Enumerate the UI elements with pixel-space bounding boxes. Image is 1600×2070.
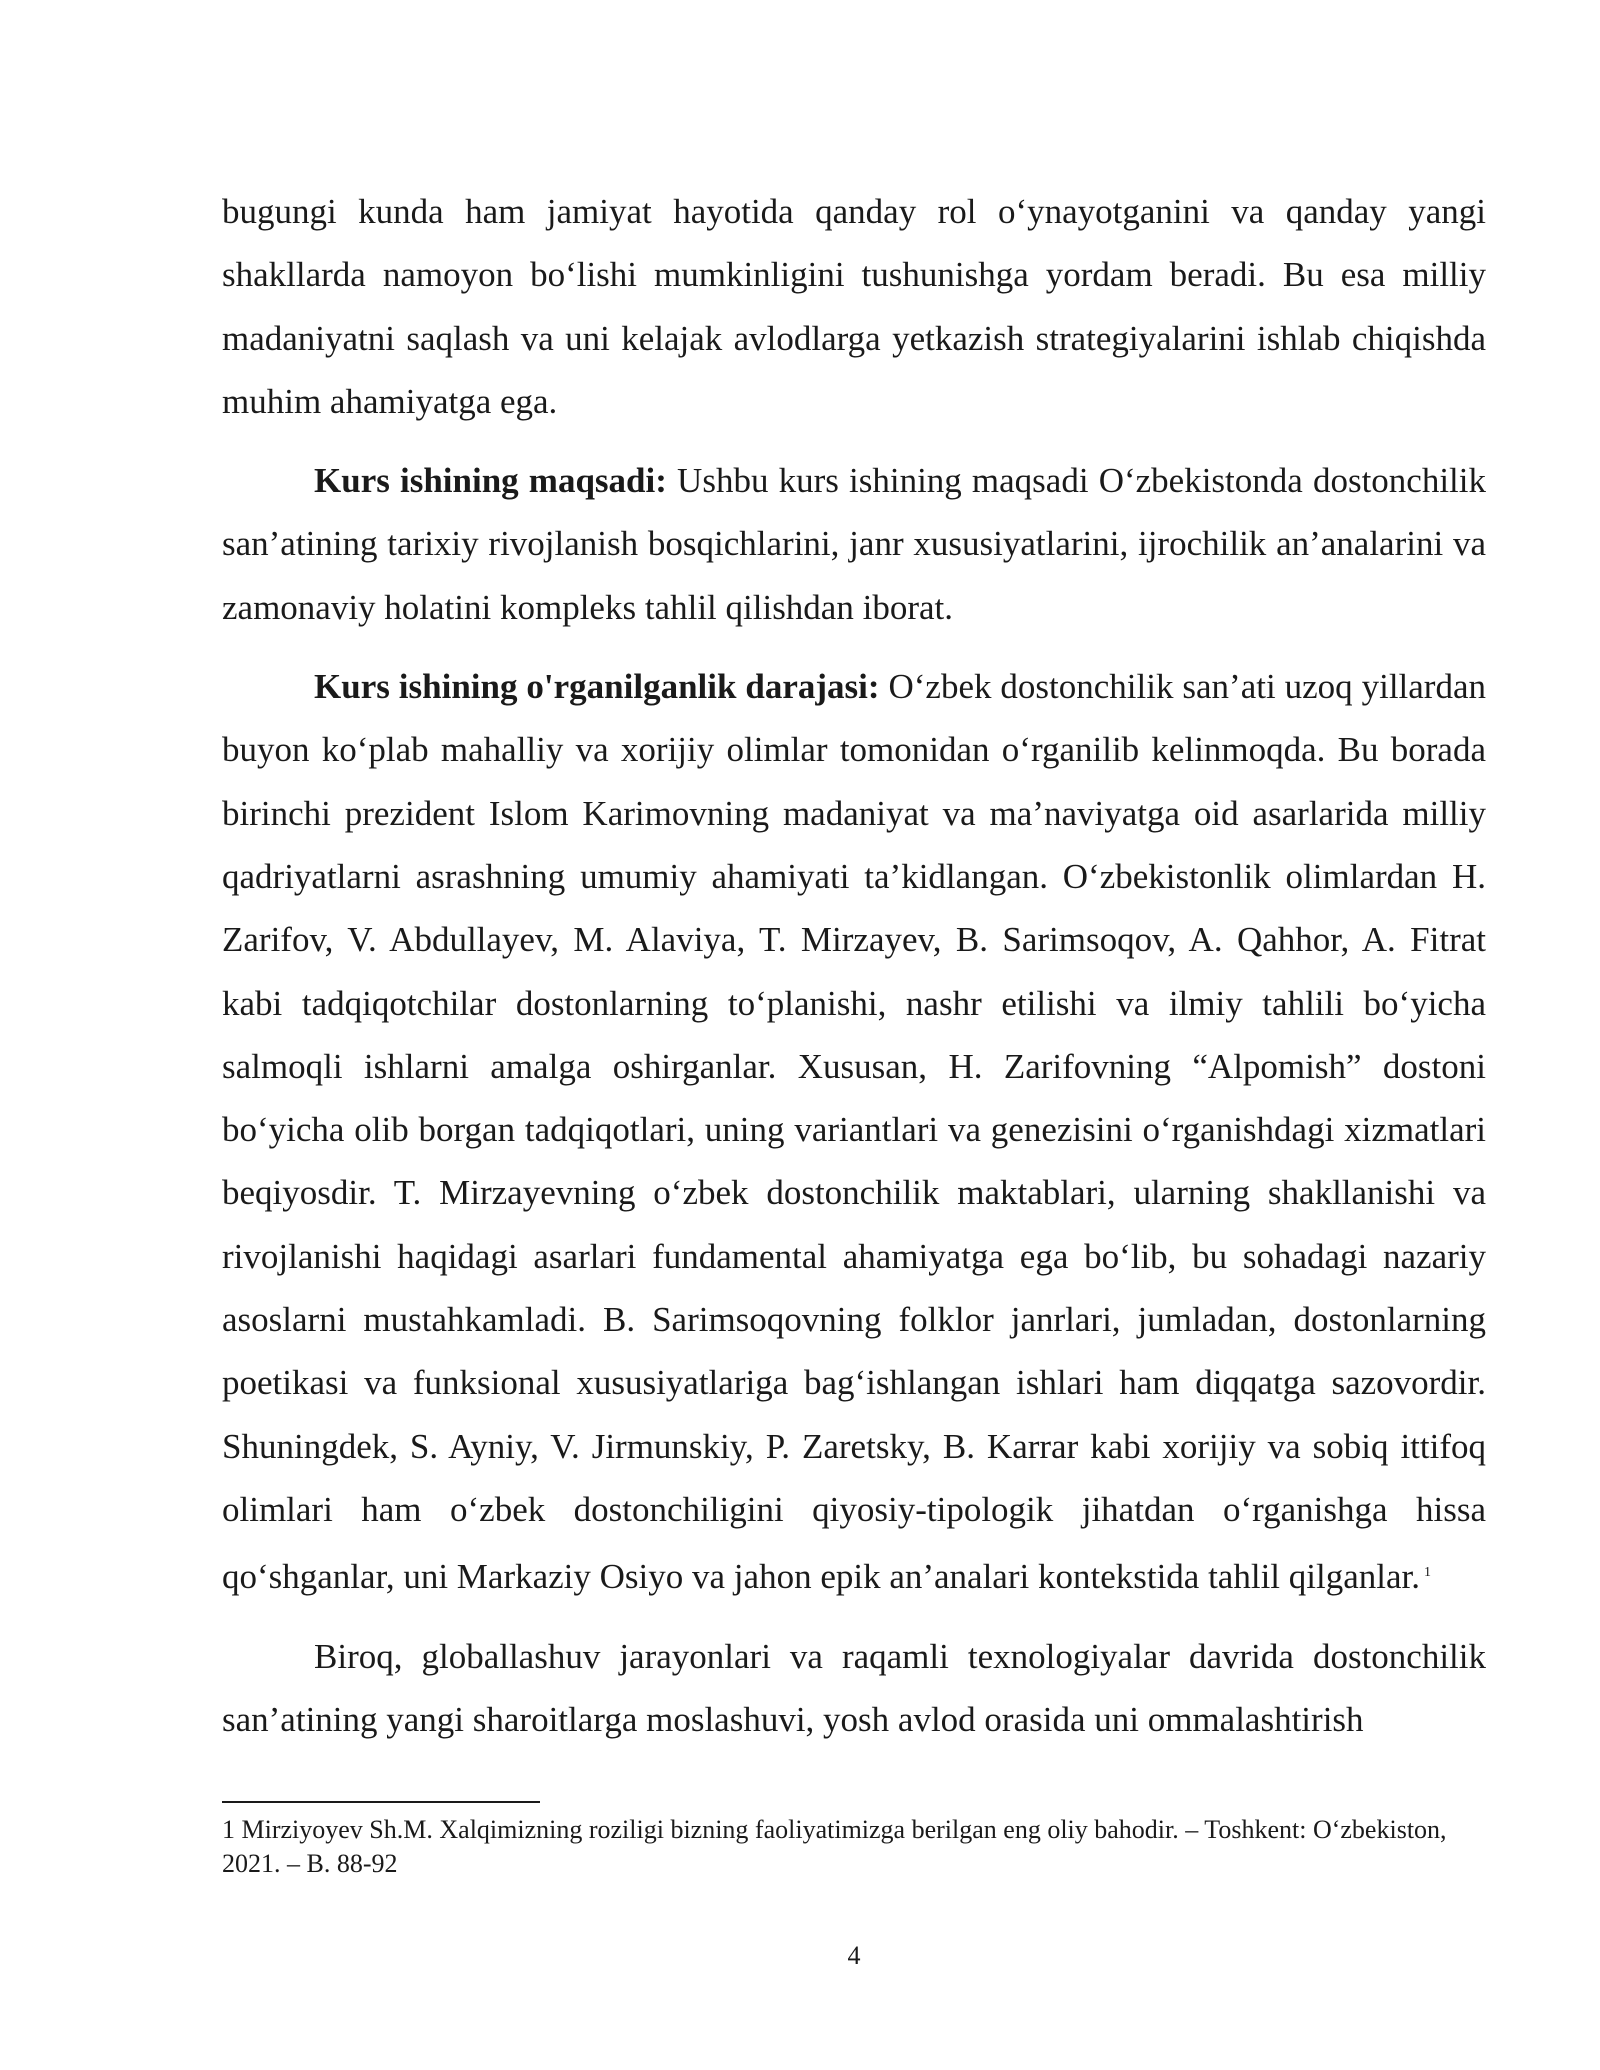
paragraph-text: bugungi kunda ham jamiyat hayotida qanday rol o‘ynayotganini va qanday yangi shakllarda namoyon bo‘lishi mumkinligini tushunishga yordam beradi. Bu esa milliy madaniyatni saqlash va uni kelajak avlodlarga yetkazish strategiyalarini ishlab chiqishda muhim ahamiyatga ega. xyxy=(222,192,1486,421)
paragraph-research-level xyxy=(222,655,1486,1608)
paragraph-text: Biroq, globallashuv jarayonlari va raqamli texnologiyalar davrida dostonchilik san’atining yangi sharoitlarga moslashuvi, yosh avlod orasida uni ommalashtirish xyxy=(222,1636,1486,1739)
body-text xyxy=(222,180,1486,1751)
paragraph-text: Ushbu kurs ishining maqsadi O‘zbekistonda dostonchilik san’atining tarixiy rivojlanish bosqichlarini, janr xususiyatlarini, ijrochilik an’analarini va zamonaviy holatini kompleks tahlil qilishdan iborat. xyxy=(222,461,1486,627)
paragraph-however xyxy=(222,1625,1486,1752)
footnote-separator xyxy=(222,1801,540,1803)
paragraph-goal xyxy=(222,449,1486,639)
footnote: 1 Mirziyoyev Sh.M. Xalqimizning roziligi bizning faoliyatimizga berilgan eng oliy bahodir. – Toshkent: O‘zbekiston, 2021. – B. 88-92 xyxy=(222,1815,1447,1878)
paragraph-heading: Kurs ishining maqsadi: xyxy=(314,461,667,501)
footnote-reference[interactable]: 1 xyxy=(1423,1565,1431,1581)
page-number: 4 xyxy=(847,1941,861,1970)
paragraph-text: O‘zbek dostonchilik san’ati uzoq yillardan buyon ko‘plab mahalliy va xorijiy olimlar tomonidan o‘rganilib kelinmoqda. Bu borada birinchi prezident Islom Karimovning madaniyat va ma’naviyatga oid asarlarida milliy qadriyatlarni asrashning umumiy ahamiyati ta’kidlangan. O‘zbekistonlik olimlardan H. Zarifov, V. Abdullayev, M. Alaviya, T. Mirzayev, B. Sarimsoqov, A. Qahhor, A. Fitrat kabi tadqiqotchilar dostonlarning to‘planishi, nashr etilishi va ilmiy tahlili bo‘yicha salmoqli ishlarni amalga oshirganlar. Xususan, H. Zarifovning “Alpomish” dostoni bo‘yicha olib borgan tadqiqotlari, uning variantlari va genezisini o‘rganishdagi xizmatlari beqiyosdir. T. Mirzayevning o‘zbek dostonchilik maktablari, ularning shakllanishi va rivojlanishi haqidagi asarlari fundamental ahamiyatga ega bo‘lib, bu sohadagi nazariy asoslarni mustahkamladi. B. Sarimsoqovning folklor janrlari, jumladan, dostonlarning poetikasi va funksional xususiyatlariga bag‘ishlangan ishlari ham diqqatga sazovordir. Shuningdek, S. Ayniy, V. Jirmunskiy, P. Zaretsky, B. Karrar kabi xorijiy va sobiq ittifoq olimlari ham o‘zbek dostonchiligini qiyosiy-tipologik jihatdan o‘rganishga hissa qo‘shganlar, uni Markaziy Osiyo va jahon epik an’analari kontekstida tahlil qilganlar. xyxy=(222,667,1486,1597)
paragraph-continuation xyxy=(222,180,1486,433)
paragraph-heading: Kurs ishining o'rganilganlik darajasi: xyxy=(314,667,880,707)
